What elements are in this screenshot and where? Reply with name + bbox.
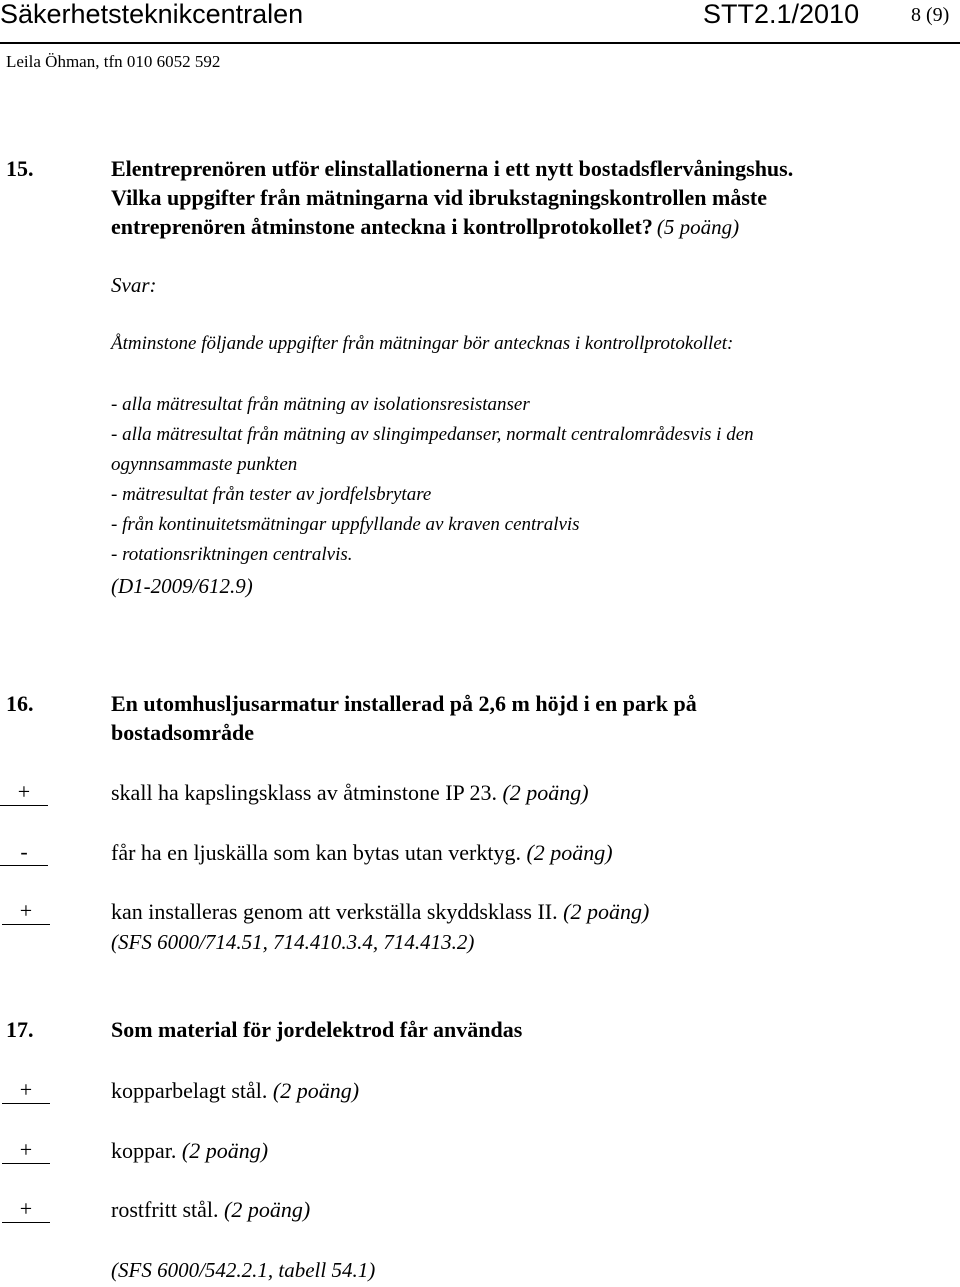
option-text: rostfritt stål. — [111, 1197, 219, 1222]
question-15-line-1: Elentreprenören utför elinstallationerna i ett nytt bostadsflervåningshus. — [111, 156, 794, 181]
option-points: (2 poäng) — [224, 1197, 311, 1222]
answer-line: - från kontinuitetsmätningar uppfyllande av kraven centralvis — [111, 514, 580, 535]
question-17-line-1: Som material för jordelektrod får användas — [111, 1017, 523, 1042]
option-points: (2 poäng) — [502, 780, 589, 805]
question-16-line-2: bostadsområde — [111, 720, 255, 745]
answer-line: - alla mätresultat från mätning av slingimpedanser, normalt centralområdesvis i den — [111, 424, 754, 445]
question-15-points: (5 poäng) — [656, 215, 740, 239]
answer-line: - alla mätresultat från mätning av isolationsresistanser — [111, 394, 530, 415]
question-17-option-text — [111, 1196, 310, 1224]
answer-mark: + — [2, 898, 50, 925]
question-16-option-text — [111, 839, 613, 867]
option-text: får ha en ljuskälla som kan bytas utan verktyg. — [111, 840, 521, 865]
question-15-line-2: Vilka uppgifter från mätningarna vid ibrukstagningskontrollen måste — [111, 185, 768, 210]
question-17-option — [2, 1077, 50, 1104]
question-17-reference: (SFS 6000/542.2.1, tabell 54.1) — [111, 1258, 376, 1282]
header-divider — [0, 42, 960, 44]
question-15-line-3 — [111, 213, 739, 241]
option-text: koppar. — [111, 1138, 177, 1163]
answer-line: ogynnsammaste punkten — [111, 454, 298, 475]
answer-reference: (D1-2009/612.9) — [111, 574, 253, 598]
organization-name: Säkerhetsteknikcentralen — [0, 0, 304, 29]
question-17-option-text — [111, 1137, 268, 1165]
answer-mark: + — [2, 1196, 50, 1223]
answer-intro: Åtminstone följande uppgifter från mätningar bör antecknas i kontrollprotokollet: — [111, 333, 734, 354]
answer-mark: + — [2, 1077, 50, 1104]
question-16-option-text — [111, 898, 649, 926]
question-16-reference: (SFS 6000/714.51, 714.410.3.4, 714.413.2) — [111, 930, 475, 954]
question-17-option-text — [111, 1077, 359, 1105]
question-15-number: 15. — [6, 156, 34, 181]
question-16-number: 16. — [6, 691, 34, 716]
question-15-line-3-text: entreprenören åtminstone anteckna i kontrollprotokollet? — [111, 214, 653, 239]
answer-mark: - — [0, 839, 48, 866]
question-16-option-text — [111, 779, 589, 807]
answer-mark: + — [2, 1137, 50, 1164]
question-16-option — [0, 779, 48, 806]
question-17-option — [2, 1196, 50, 1223]
option-points: (2 poäng) — [563, 899, 650, 924]
option-points: (2 poäng) — [526, 840, 613, 865]
answer-label: Svar: — [111, 273, 157, 297]
answer-mark: + — [0, 779, 48, 806]
option-text: skall ha kapslingsklass av åtminstone IP 23. — [111, 780, 497, 805]
question-16-option — [0, 839, 48, 866]
question-17-number: 17. — [6, 1017, 34, 1042]
question-17-option — [2, 1137, 50, 1164]
contact-info: Leila Öhman, tfn 010 6052 592 — [6, 52, 221, 71]
option-points: (2 poäng) — [181, 1138, 269, 1163]
option-points: (2 poäng) — [272, 1078, 360, 1103]
question-16-line-1: En utomhusljusarmatur installerad på 2,6 m höjd i en park på — [111, 691, 697, 716]
option-text: kopparbelagt stål. — [111, 1078, 268, 1103]
option-text: kan installeras genom att verkställa skyddsklass II. — [111, 899, 558, 924]
page-number: 8 (9) — [911, 4, 950, 26]
document-id: STT2.1/2010 — [703, 0, 860, 29]
answer-line: - rotationsriktningen centralvis. — [111, 544, 353, 565]
question-16-option — [2, 898, 50, 925]
answer-line: - mätresultat från tester av jordfelsbrytare — [111, 484, 432, 505]
